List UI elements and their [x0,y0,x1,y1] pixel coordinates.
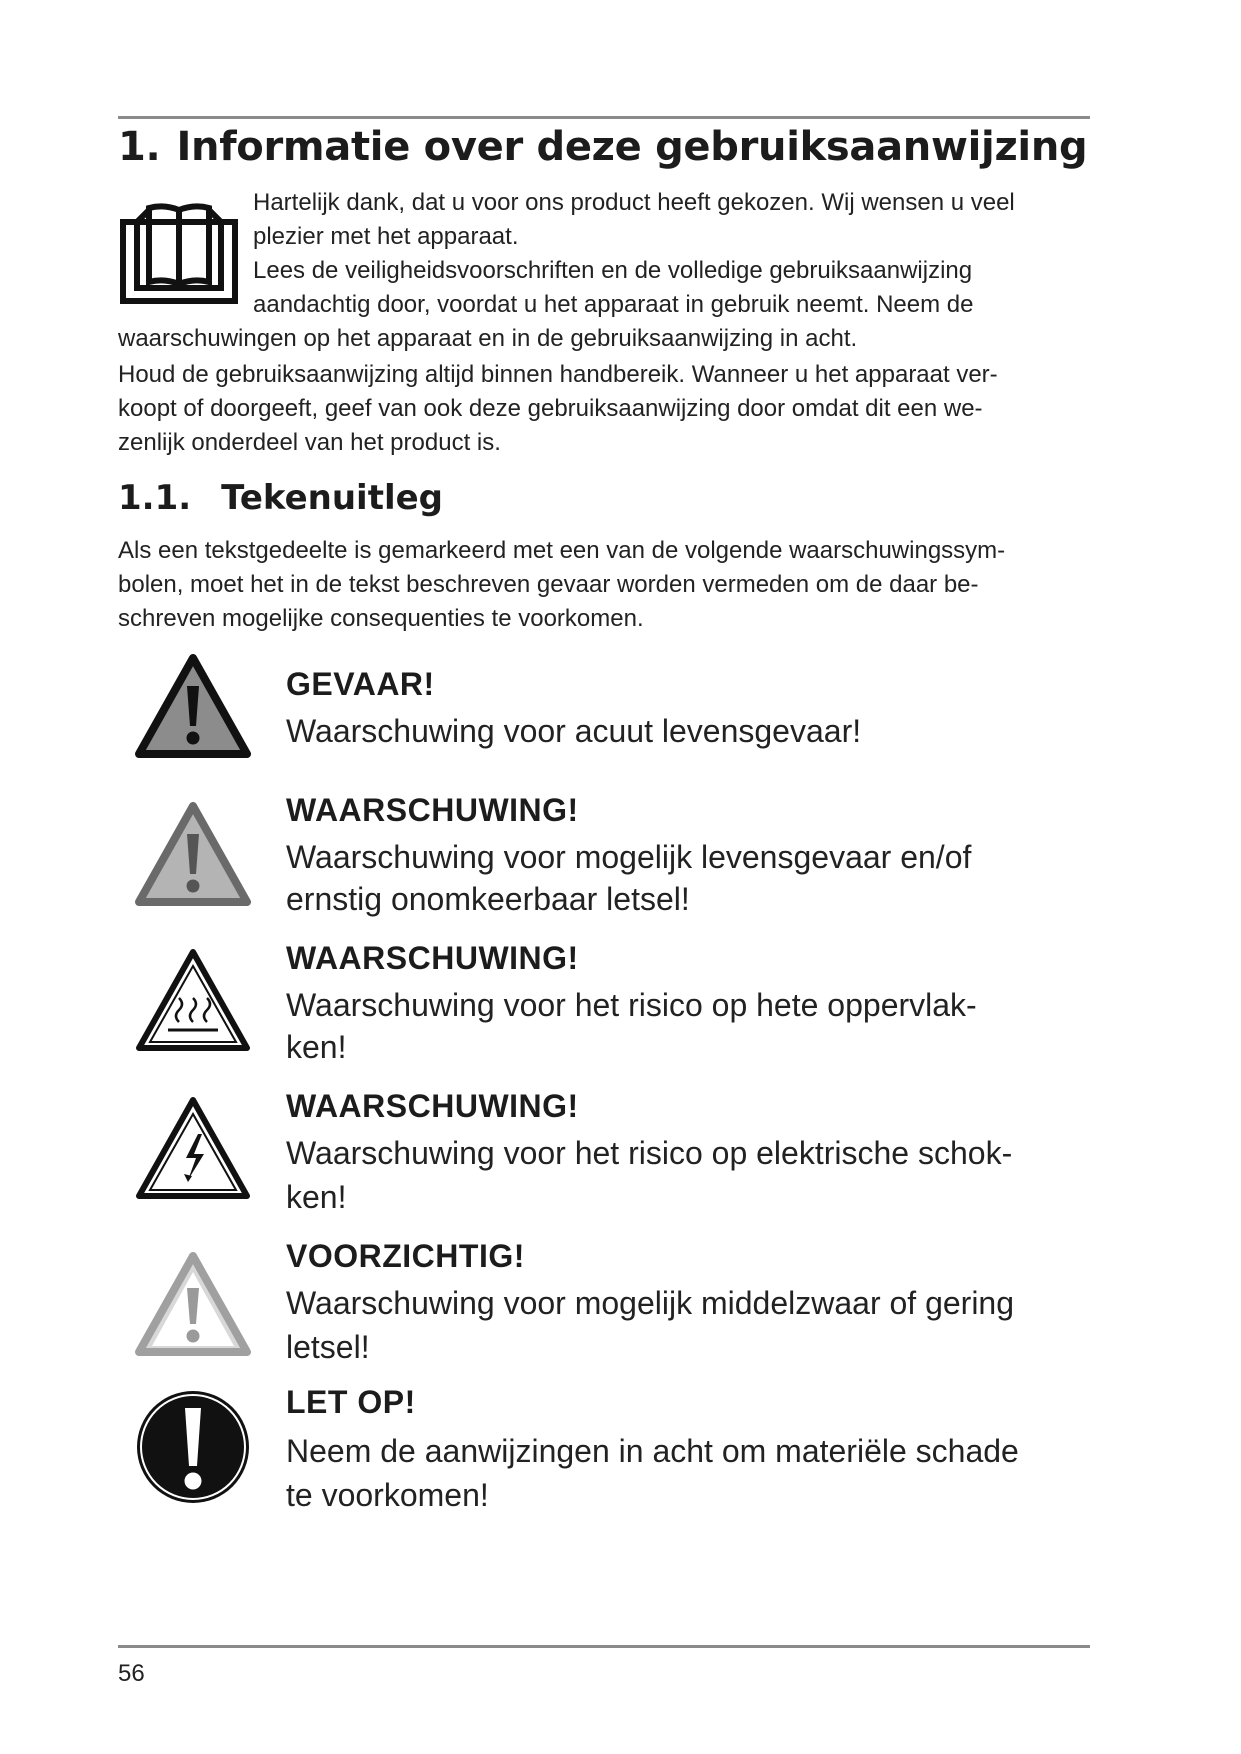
warning-title: GEVAAR! [286,666,435,702]
warning-text: ernstig onomkeerbaar letsel! [286,881,690,917]
subsection-title: Tekenuitleg [221,478,444,518]
intro-line: koopt of doorgeeft, geef van ook deze gebruiksaanwijzing door omdat dit een we- [118,395,983,422]
section-title: Informatie over deze gebruiksaanwijzing [176,124,1088,170]
danger-triangle-icon [134,652,252,760]
warning-text: ken! [286,1179,347,1215]
intro-line: Hartelijk dank, dat u voor ons product heeft gekozen. Wij wensen u veel [253,189,1015,216]
top-rule [118,116,1090,119]
warning-title: WAARSCHUWING! [286,940,579,976]
body-line: schreven mogelijke consequenties te voorkomen. [118,605,644,632]
page-number: 56 [118,1660,145,1687]
section-heading [118,124,1087,170]
warning-text: letsel! [286,1329,370,1365]
section-number: 1. [118,124,161,170]
warning-text: Waarschuwing voor mogelijk levensgevaar en/of [286,839,972,875]
subsection-heading [118,478,443,518]
intro-line: Houd de gebruiksaanwijzing altijd binnen handbereik. Wanneer u het apparaat ver- [118,361,998,388]
warning-title: LET OP! [286,1384,416,1420]
electric-shock-triangle-icon [134,1094,252,1202]
warning-text: Waarschuwing voor mogelijk middelzwaar of gering [286,1285,1015,1321]
notice-exclamation-circle-icon [134,1388,252,1506]
bottom-rule [118,1645,1090,1648]
warning-text: ken! [286,1029,347,1065]
warning-title: WAARSCHUWING! [286,792,579,828]
intro-line: waarschuwingen op het apparaat en in de gebruiksaanwijzing in acht. [118,325,858,352]
intro-line: plezier met het apparaat. [253,223,519,250]
warning-text: te voorkomen! [286,1477,489,1513]
warning-text: Waarschuwing voor acuut levensgevaar! [286,713,862,749]
warning-title: WAARSCHUWING! [286,1088,579,1124]
manual-book-icon [120,200,238,304]
body-line: Als een tekstgedeelte is gemarkeerd met een van de volgende waarschuwingssym- [118,537,1006,564]
warning-text: Waarschuwing voor het risico op elektrische schok- [286,1135,1013,1171]
subsection-number: 1.1. [118,478,192,518]
caution-triangle-icon [134,1250,252,1358]
warning-title: VOORZICHTIG! [286,1238,525,1274]
warning-triangle-icon [134,800,252,908]
warning-text: Waarschuwing voor het risico op hete oppervlak- [286,987,977,1023]
intro-line: zenlijk onderdeel van het product is. [118,429,501,456]
body-line: bolen, moet het in de tekst beschreven gevaar worden vermeden om de daar be- [118,571,979,598]
intro-line: Lees de veiligheidsvoorschriften en de volledige gebruiksaanwijzing [253,257,973,284]
hot-surface-triangle-icon [134,946,252,1054]
intro-line: aandachtig door, voordat u het apparaat in gebruik neemt. Neem de [253,291,974,318]
warning-text: Neem de aanwijzingen in acht om materiële schade [286,1433,1019,1469]
